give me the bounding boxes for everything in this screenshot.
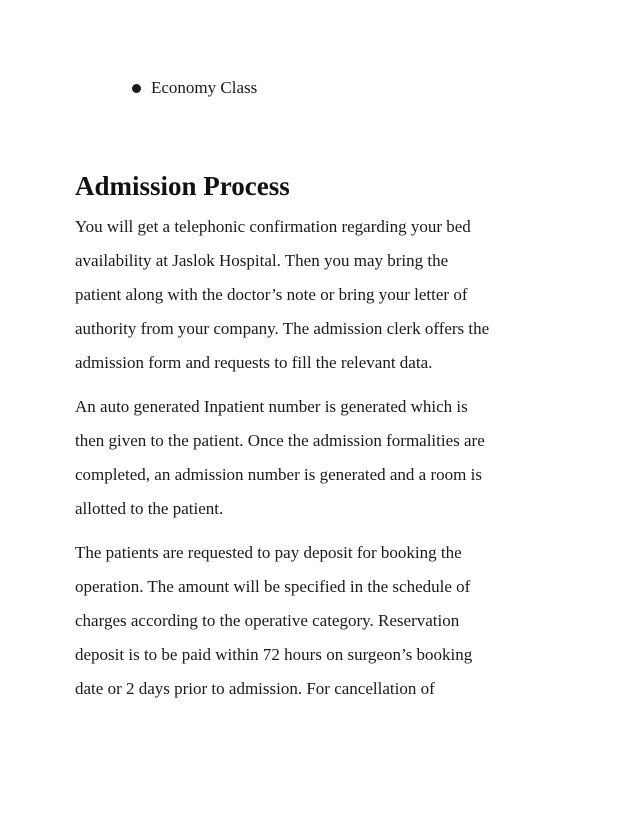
paragraph-2 — [75, 390, 570, 526]
body-content — [75, 210, 570, 706]
paragraph-line: An auto generated Inpatient number is generated which is — [75, 397, 468, 416]
paragraph-spacer — [75, 526, 570, 536]
bullet-list — [132, 76, 257, 100]
paragraph-line: The patients are requested to pay deposit for booking the — [75, 543, 462, 562]
paragraph-line: deposit is to be paid within 72 hours on surgeon’s booking — [75, 645, 473, 664]
paragraph-line: patient along with the doctor’s note or bring your letter of — [75, 285, 468, 304]
paragraph-1 — [75, 210, 570, 380]
paragraph-line: allotted to the patient. — [75, 499, 224, 518]
paragraph-line: then given to the patient. Once the admission formalities are — [75, 431, 485, 450]
paragraph-line: date or 2 days prior to admission. For cancellation of — [75, 679, 435, 698]
paragraph-line: availability at Jaslok Hospital. Then you may bring the — [75, 251, 449, 270]
bullet-dot-icon — [132, 84, 141, 93]
section-heading: Admission Process — [75, 171, 290, 201]
paragraph-line: operation. The amount will be specified in the schedule of — [75, 577, 471, 596]
paragraph-line: completed, an admission number is generated and a room is — [75, 465, 482, 484]
paragraph-line: charges according to the operative category. Reservation — [75, 611, 460, 630]
paragraph-line: authority from your company. The admission clerk offers the — [75, 319, 490, 338]
paragraph-line: admission form and requests to fill the relevant data. — [75, 353, 433, 372]
paragraph-spacer — [75, 380, 570, 390]
bullet-text: Economy Class — [151, 78, 258, 97]
paragraph-line: You will get a telephonic confirmation regarding your bed — [75, 217, 471, 236]
bullet-item — [132, 76, 257, 100]
paragraph-3 — [75, 536, 570, 706]
